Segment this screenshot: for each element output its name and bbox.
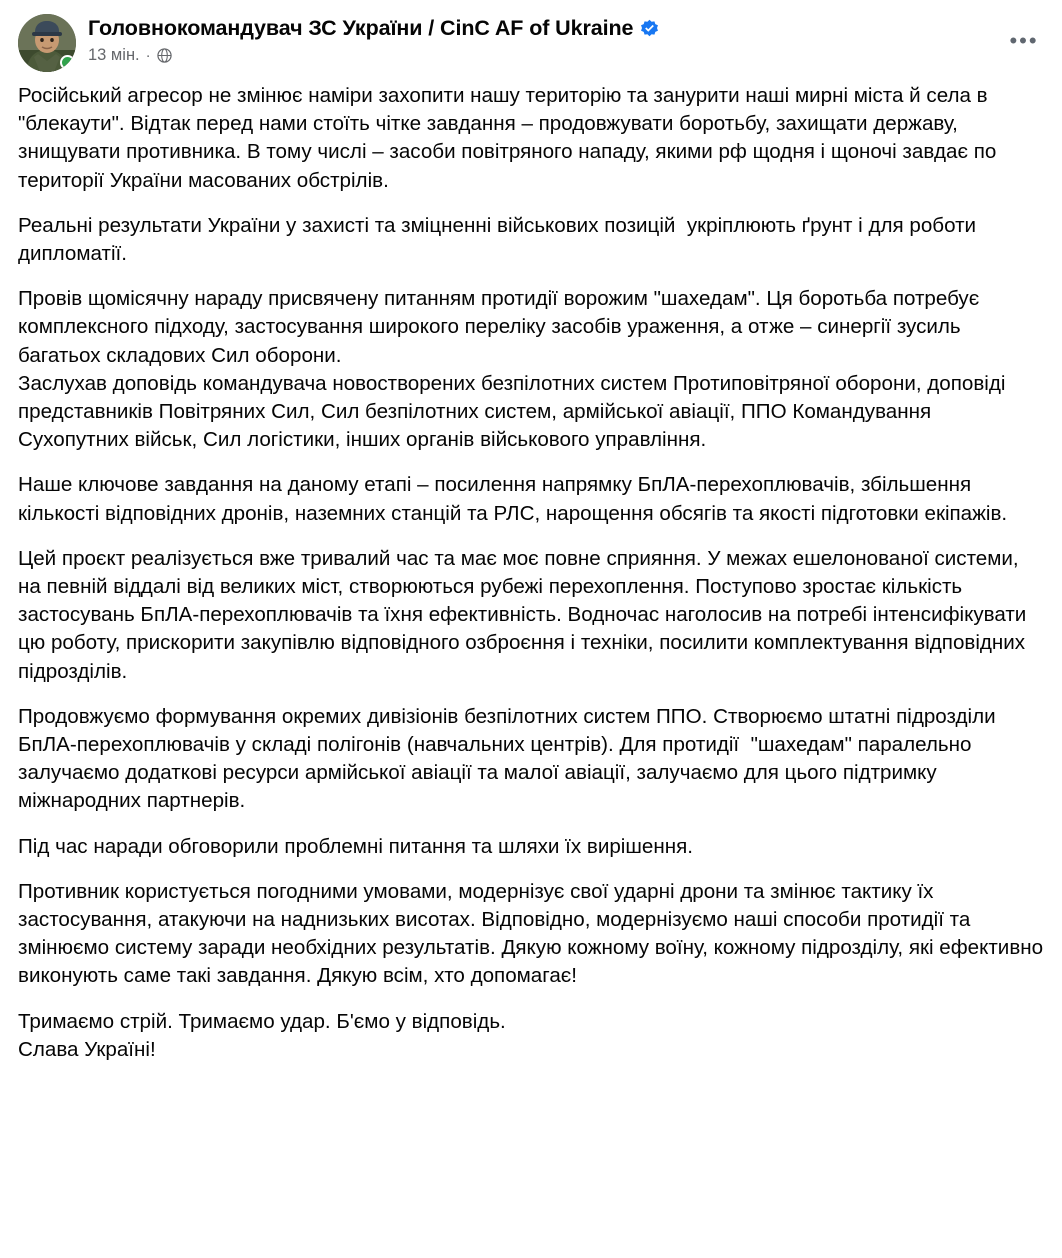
author-name-row — [88, 16, 1044, 42]
post-paragraph: Тримаємо стрій. Тримаємо удар. Б'ємо у відповідь. — [18, 1009, 506, 1033]
post-timestamp[interactable]: 13 мін. — [88, 45, 140, 64]
avatar[interactable] — [18, 14, 76, 72]
online-status-dot — [60, 55, 75, 70]
post-header — [18, 12, 1044, 80]
post-paragraph: Слава Україні! — [18, 1037, 156, 1061]
meta-separator: · — [145, 46, 151, 64]
post-paragraph: Заслухав доповідь командувача новостворених безпілотних систем Протиповітряної оборони, доповіді представників Повітряних Сил, Сил безпілотних систем, армійської авіації, ППО Командування Сухопутних військ, Сил логістики, інших органів військового управління. — [18, 371, 1012, 452]
post-paragraph: Російський агресор не змінює наміри захопити нашу територію та занурити наші мирні міста й села в "блекаути". Відтак перед нами стоїть чітке завдання – продовжувати боротьбу, захищати державу, знищувати противника. В тому числі – засоби повітряного нападу, якими рф щодня і щоночі завдає по території України масованих обстрілів. — [18, 84, 1003, 192]
post-paragraph: Провів щомісячну нараду присвячену питанням протидії ворожим "шахедам". Ця боротьба потребує комплексного підходу, застосування широкого переліку засобів ураження, а отже – синергії зусиль багатьох складових Сил оборони. — [18, 287, 985, 367]
post-paragraph: Продовжуємо формування окремих дивізіонів безпілотних систем ППО. Створюємо штатні підрозділи БпЛА-перехоплювачів у складі полігонів (навчальних центрів). Для протидії "шахедам" паралельно залучаємо додаткові ресурси армійської авіації та малої авіації, залучаємо для цього підтримку міжнародних партнерів. — [18, 704, 1002, 813]
post-more-options-button[interactable]: ••• — [1009, 28, 1039, 53]
post-paragraph: Реальні результати України у захисті та зміцненні військових позицій укріплюють ґрунт і для роботи дипломатії. — [18, 213, 982, 266]
post-header-text — [88, 12, 1044, 65]
verified-badge-icon — [640, 19, 659, 38]
author-name[interactable]: Головнокомандувач ЗС України / CinC AF of Ukraine — [88, 16, 634, 40]
post-paragraph: Цей проєкт реалізується вже тривалий час та має моє повне сприяння. У межах ешелонованої системи, на певній віддалі від великих міст, створюються рубежі перехоплення. Поступово зростає кількість застосувань БпЛА-перехоплювачів та їхня ефективність. Водночас наголосив на потребі інтенсифікувати цю роботу, прискорити закупівлю відповідного озброєння і техніки, посилити комплектування відповідних підрозділів. — [18, 546, 1033, 683]
globe-icon[interactable] — [157, 48, 172, 63]
post-text — [18, 80, 1049, 1064]
post-paragraph: Противник користується погодними умовами, модернізує свої ударні дрони та змінює тактику їх застосування, атакуючи на наднизьких висотах. Відповідно, модернізуємо наші способи протидії та змінюємо систему заради необхідних результатів. Дякую кожному воїну, кожному підрозділу, які ефективно виконують саме такі завдання. Дякую всім, хто допомагає! — [18, 879, 1049, 988]
post-meta — [88, 46, 1044, 65]
post-paragraph: Наше ключове завдання на даному етапі – посилення напрямку БпЛА-перехоплювачів, збільшення кількості відповідних дронів, наземних станцій та РЛС, нарощення обсягів та якості підготовки екіпажів. — [18, 473, 1008, 525]
post-paragraph: Під час наради обговорили проблемні питання та шляхи їх вирішення. — [18, 834, 693, 858]
